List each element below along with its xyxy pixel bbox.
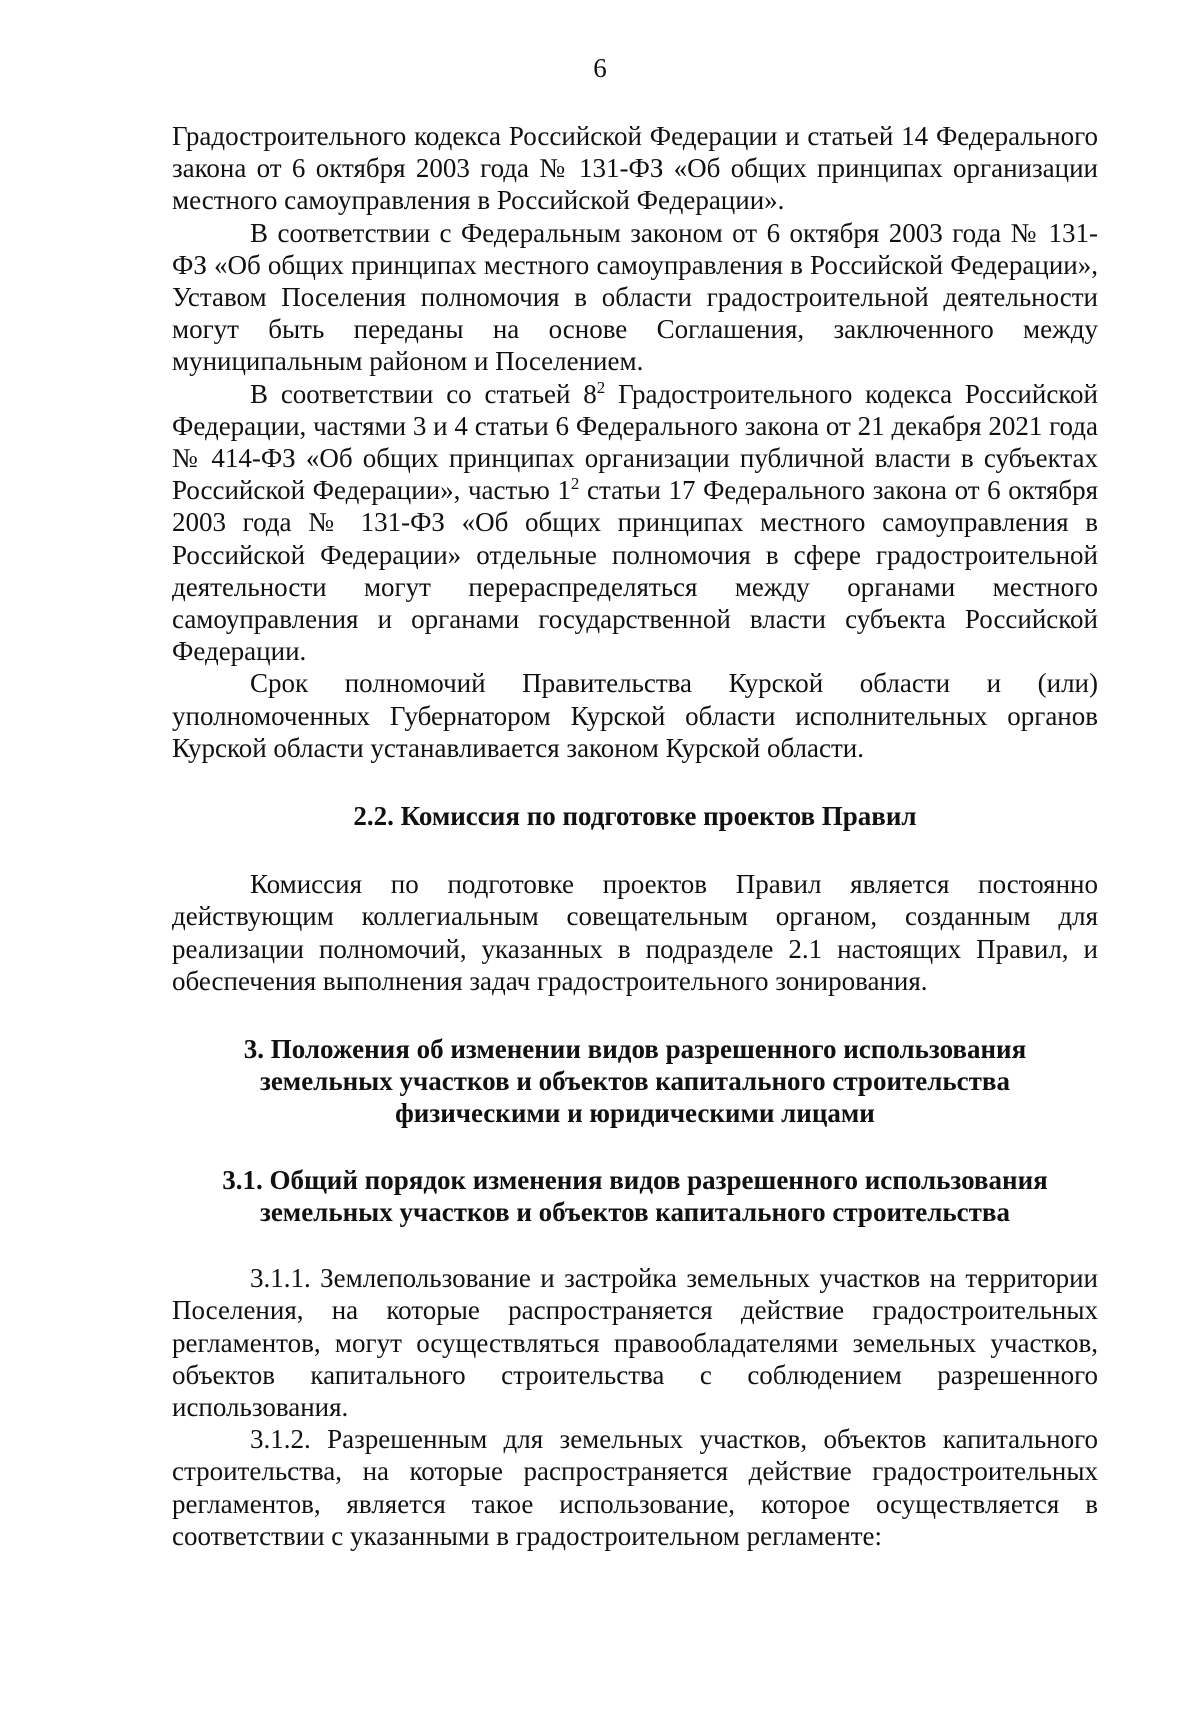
spacer bbox=[172, 1130, 1098, 1164]
heading-line: физическими и юридическими лицами bbox=[395, 1098, 875, 1129]
page-body bbox=[172, 120, 1098, 1552]
paragraph-3-1-1: 3.1.1. Землепользование и застройка земельных участков на территории Поселения, на которые распространяется действие градостроительных регламентов, могут осуществляться правообладателями земельных участков, объектов капитального строительства с соблюдением разрешенного использования. bbox=[172, 1263, 1098, 1422]
section-heading-3 bbox=[172, 1033, 1098, 1130]
superscript: 2 bbox=[596, 377, 606, 397]
heading-line: земельных участков и объектов капитального строительства bbox=[259, 1196, 1011, 1227]
heading-line: 3.1. Общий порядок изменения видов разрешенного использования bbox=[222, 1164, 1048, 1195]
paragraph-3-1-2: 3.1.2. Разрешенным для земельных участков, объектов капитального строительства, на которые распространяется действие градостроительных регламентов, является такое использование, которое осуществляется в соответствии с указанными в градостроительном регламенте: bbox=[172, 1424, 1098, 1551]
page-number: 6 bbox=[593, 53, 607, 83]
section-heading-3-1 bbox=[172, 1164, 1098, 1228]
heading-line: 3. Положения об изменении видов разрешенного использования bbox=[243, 1034, 1027, 1065]
paragraph-transfer-of-powers: В соответствии с Федеральным законом от 6 октября 2003 года № 131-ФЗ «Об общих принципах местного самоуправления в Российской Федерации», Уставом Поселения полномочия в области градостроительной деятельности могут быть переданы на основе Соглашения, заключенного между муниципальным районом и Поселением. bbox=[172, 217, 1098, 377]
spacer bbox=[172, 1228, 1098, 1262]
paragraph-term-of-powers: Срок полномочий Правительства Курской области и (или) уполномоченных Губернатором Курской области исполнительных органов Курской области устанавливается законом Курской области. bbox=[172, 668, 1098, 763]
spacer bbox=[172, 997, 1098, 1033]
paragraph-text: В соответствии со статьей 8 bbox=[250, 378, 597, 409]
paragraph-commission: Комиссия по подготовке проектов Правил является постоянно действующим коллегиальным совещательным органом, созданным для реализации полномочий, указанных в подразделе 2.1 настоящих Правил, и обеспечения выполнения задач градостроительного зонирования. bbox=[172, 869, 1098, 996]
paragraph-continuation: Градостроительного кодекса Российской Федерации и статьей 14 Федерального закона от 6 октября 2003 года № 131-ФЗ «Об общих принципах организации местного самоуправления в Российской Федерации». bbox=[172, 121, 1098, 216]
spacer bbox=[172, 832, 1098, 868]
paragraph-text: статьи 17 Федерального закона от 6 октября 2003 года № 131-ФЗ «Об общих принципах местного самоуправления в Российской Федерации» отдельные полномочия в сфере градостроительной деятельности могут перераспределяться между органами местного самоуправления и органами государственной власти субъекта Российской Федерации. bbox=[172, 475, 1098, 667]
paragraph-text: Градостроительного кодекса Российской Федерации, частями 3 и 4 статьи 6 Федерального закона от 21 декабря 2021 года № 414-ФЗ «Об общих принципах организации публичной власти в субъектах Российской Федерации», частью 1 bbox=[172, 378, 1098, 506]
section-heading-2-2: 2.2. Комиссия по подготовке проектов Правил bbox=[353, 801, 917, 832]
spacer bbox=[172, 764, 1098, 800]
paragraph-redistribution-of-powers bbox=[172, 378, 1098, 668]
heading-line: земельных участков и объектов капитального строительства bbox=[259, 1066, 1011, 1097]
superscript: 2 bbox=[570, 474, 580, 494]
